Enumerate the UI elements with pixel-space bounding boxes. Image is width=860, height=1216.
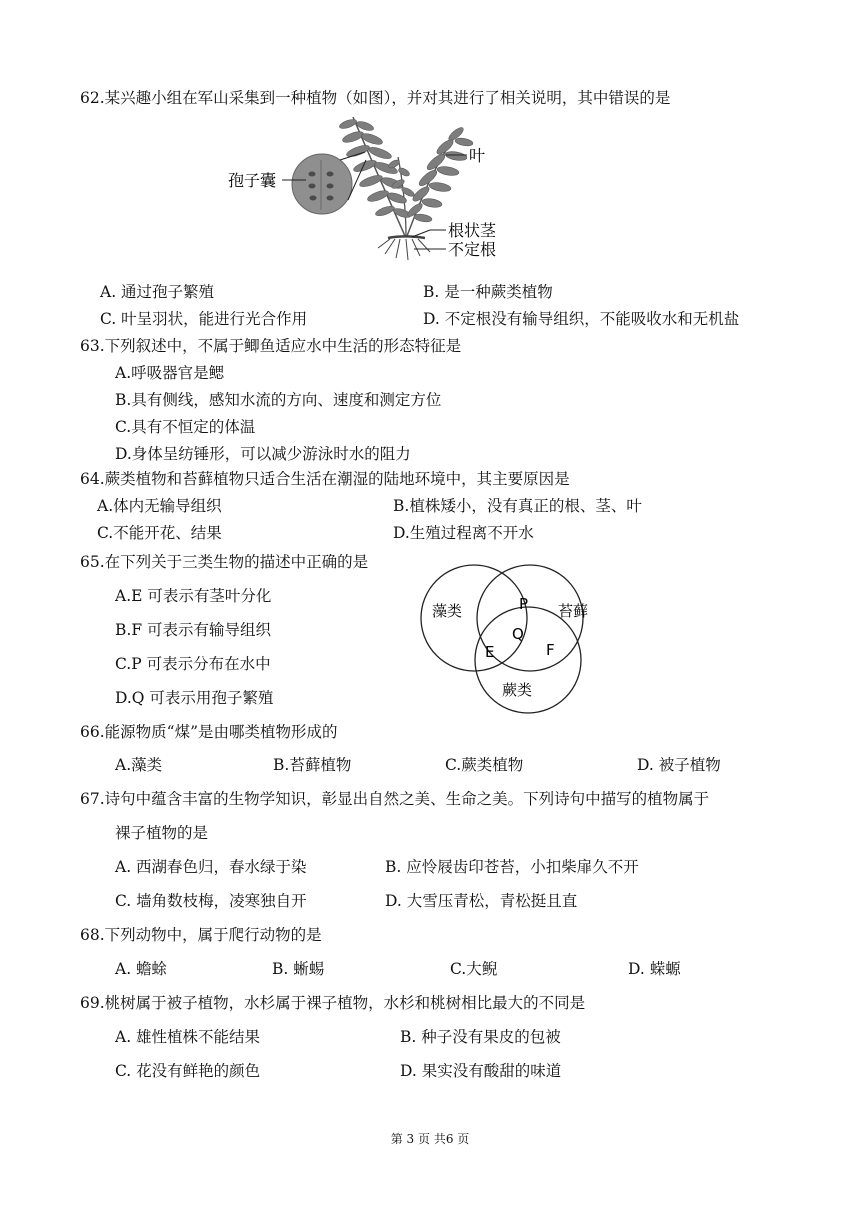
q66-option-a: A.藻类: [115, 756, 163, 774]
q64-stem: 64.蕨类植物和苔藓植物只适合生活在潮湿的陆地环境中，其主要原因是: [80, 470, 570, 488]
venn-label-p: P: [519, 595, 529, 613]
venn-diagram: [410, 560, 595, 720]
q63-option-c: C.具有不恒定的体温: [115, 418, 256, 436]
fern-figure: [220, 112, 510, 270]
q69-option-a: A. 雄性植株不能结果: [115, 1028, 261, 1046]
venn-label-e: E: [485, 643, 495, 661]
q66-option-c: C.蕨类植物: [445, 756, 524, 774]
q66-option-d: D. 被子植物: [637, 756, 721, 774]
q62-option-d: D. 不定根没有输导组织，不能吸收水和无机盐: [423, 310, 740, 328]
page-number: 第 3 页 共6 页: [390, 1132, 470, 1146]
label-sporangium: 孢子囊: [228, 171, 277, 190]
q67-option-a: A. 西湖春色归，春水绿于染: [115, 858, 307, 876]
q69-option-b: B. 种子没有果皮的包被: [400, 1028, 561, 1046]
label-adventitious-root: 不定根: [448, 240, 497, 259]
q69-option-c: C. 花没有鲜艳的颜色: [115, 1062, 261, 1080]
q68-option-c: C.大鲵: [450, 960, 498, 978]
q62-stem: 62.某兴趣小组在军山采集到一种植物（如图），并对其进行了相关说明，其中错误的是: [80, 89, 671, 107]
venn-label-algae: 藻类: [432, 602, 463, 620]
q62-option-c: C. 叶呈羽状，能进行光合作用: [100, 310, 308, 328]
label-leaf: 叶: [469, 146, 486, 165]
q63-stem: 63.下列叙述中，不属于鲫鱼适应水中生活的形态特征是: [80, 337, 462, 355]
q67-stem-line1: 67.诗句中蕴含丰富的生物学知识，彰显出自然之美、生命之美。下列诗句中描写的植物属于: [80, 790, 710, 808]
q68-option-b: B. 蜥蜴: [272, 960, 325, 978]
venn-label-f: F: [546, 641, 555, 659]
q67-option-d: D. 大雪压青松，青松挺且直: [385, 892, 578, 910]
q64-option-b: B.植株矮小，没有真正的根、茎、叶: [393, 497, 642, 515]
q64-option-d: D.生殖过程离不开水: [393, 524, 534, 542]
q62-option-b: B. 是一种蕨类植物: [423, 283, 553, 301]
q69-stem: 69.桃树属于被子植物，水杉属于裸子植物，水杉和桃树相比最大的不同是: [80, 994, 586, 1012]
q64-option-a: A.体内无输导组织: [97, 497, 222, 515]
q68-option-d: D. 蝾螈: [628, 960, 681, 978]
q69-option-d: D. 果实没有酸甜的味道: [400, 1062, 562, 1080]
q68-option-a: A. 蟾蜍: [115, 960, 168, 978]
q63-option-a: A.呼吸器官是鳃: [115, 364, 225, 382]
q66-stem: 66.能源物质“煤”是由哪类植物形成的: [80, 723, 338, 741]
q65-option-b: B.F 可表示有输导组织: [115, 621, 271, 639]
venn-label-q: Q: [512, 625, 524, 643]
q66-option-b: B.苔藓植物: [273, 756, 352, 774]
q64-option-c: C.不能开花、结果: [97, 524, 222, 542]
q65-option-c: C.P 可表示分布在水中: [115, 655, 271, 673]
q63-option-d: D.身体呈纺锤形，可以减少游泳时水的阻力: [115, 445, 411, 463]
q63-option-b: B.具有侧线，感知水流的方向、速度和测定方位: [115, 391, 442, 409]
q67-option-b: B. 应怜屐齿印苍苔，小扣柴扉久不开: [385, 858, 639, 876]
sporangium-inset: [292, 154, 352, 214]
venn-label-moss: 苔藓: [558, 602, 589, 620]
q65-stem: 65.在下列关于三类生物的描述中正确的是: [80, 553, 369, 571]
venn-label-fern: 蕨类: [502, 681, 533, 699]
q68-stem: 68.下列动物中，属于爬行动物的是: [80, 926, 322, 944]
q62-option-a: A. 通过孢子繁殖: [100, 283, 215, 301]
fern-roots: [378, 237, 430, 261]
q65-option-d: D.Q 可表示用孢子繁殖: [115, 689, 274, 707]
q67-option-c: C. 墙角数枝梅，凌寒独自开: [115, 892, 307, 910]
q65-option-a: A.E 可表示有茎叶分化: [115, 587, 272, 605]
label-rhizome: 根状茎: [448, 221, 497, 240]
q67-stem-line2: 裸子植物的是: [115, 824, 209, 842]
